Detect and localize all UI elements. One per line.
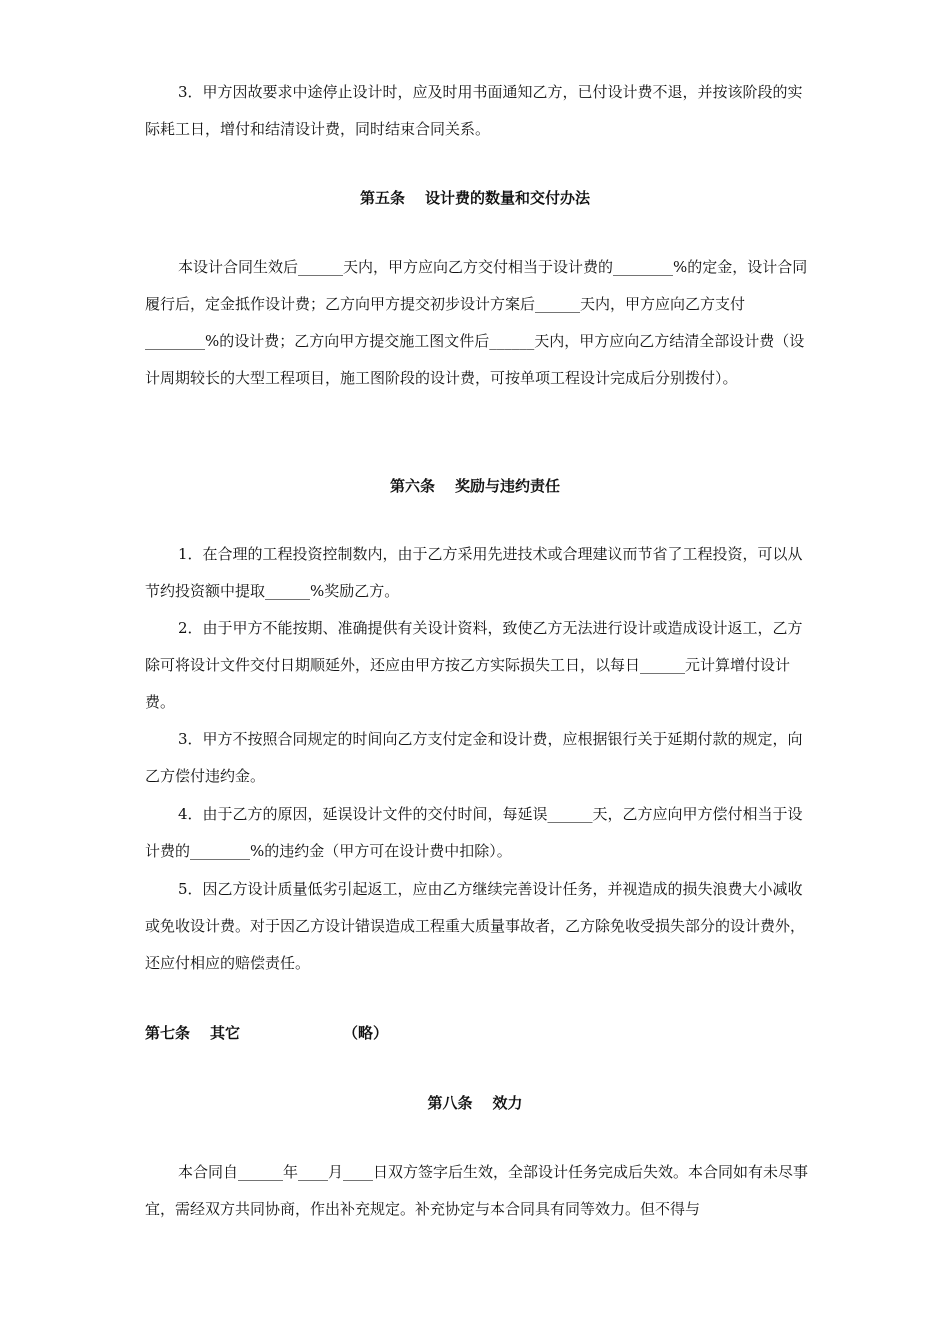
article6-item5: 5．因乙方设计质量低劣引起返工，应由乙方继续完善设计任务，并视造成的损失浪费大小减收或免收设计费。对于因乙方设计错误造成工程重大质量事故者，乙方除免收受损失部分的设计费外，还应付相应的赔偿责任。	[145, 880, 806, 972]
article7-heading: 第七条 其它 （略）	[145, 1024, 389, 1042]
article6-item3: 3．甲方不按照合同规定的时间向乙方支付定金和设计费，应根据银行关于延期付款的规定，向乙方偿付违约金。	[145, 730, 803, 785]
article6-item1: 1．在合理的工程投资控制数内，由于乙方采用先进技术或合理建议而节省了工程投资，可以从节约投资额中提取______%奖励乙方。	[145, 545, 803, 600]
article6-heading: 第六条 奖励与违约责任	[389, 477, 561, 495]
article4-item3: 3．甲方因故要求中途停止设计时，应及时用书面通知乙方，已付设计费不退，并按该阶段的实际耗工日，增付和结清设计费，同时结束合同关系。	[145, 83, 803, 138]
article7-note: （略）	[343, 1024, 389, 1042]
article6-item2: 2．由于甲方不能按期、准确提供有关设计资料，致使乙方无法进行设计或造成设计返工，乙方除可将设计文件交付日期顺延外，还应由甲方按乙方实际损失工日，以每日______元计算增付设计费。	[145, 619, 803, 711]
article8-body: 本合同自______年____月____日双方签字后生效，全部设计任务完成后失效。本合同如有未尽事宜，需经双方共同协商，作出补充规定。补充协定与本合同具有同等效力。但不得与	[145, 1163, 809, 1218]
article8-heading: 第八条 效力	[427, 1094, 523, 1112]
article5-heading: 第五条 设计费的数量和交付办法	[359, 189, 591, 207]
article5-body: 本设计合同生效后______天内，甲方应向乙方交付相当于设计费的________%的定金，设计合同履行后，定金抵作设计费；乙方向甲方提交初步设计方案后______天内，甲方应向乙方支付________%的设计费；乙方向甲方提交施工图文件后______天内，甲方应向乙方结清全部设计费（设计周期较长的大型工程项目，施工图阶段的设计费，可按单项工程设计完成后分别拨付）。	[145, 258, 808, 387]
article6-item4: 4．由于乙方的原因，延误设计文件的交付时间，每延误______天，乙方应向甲方偿付相当于设计费的________%的违约金（甲方可在设计费中扣除）。	[145, 805, 803, 860]
